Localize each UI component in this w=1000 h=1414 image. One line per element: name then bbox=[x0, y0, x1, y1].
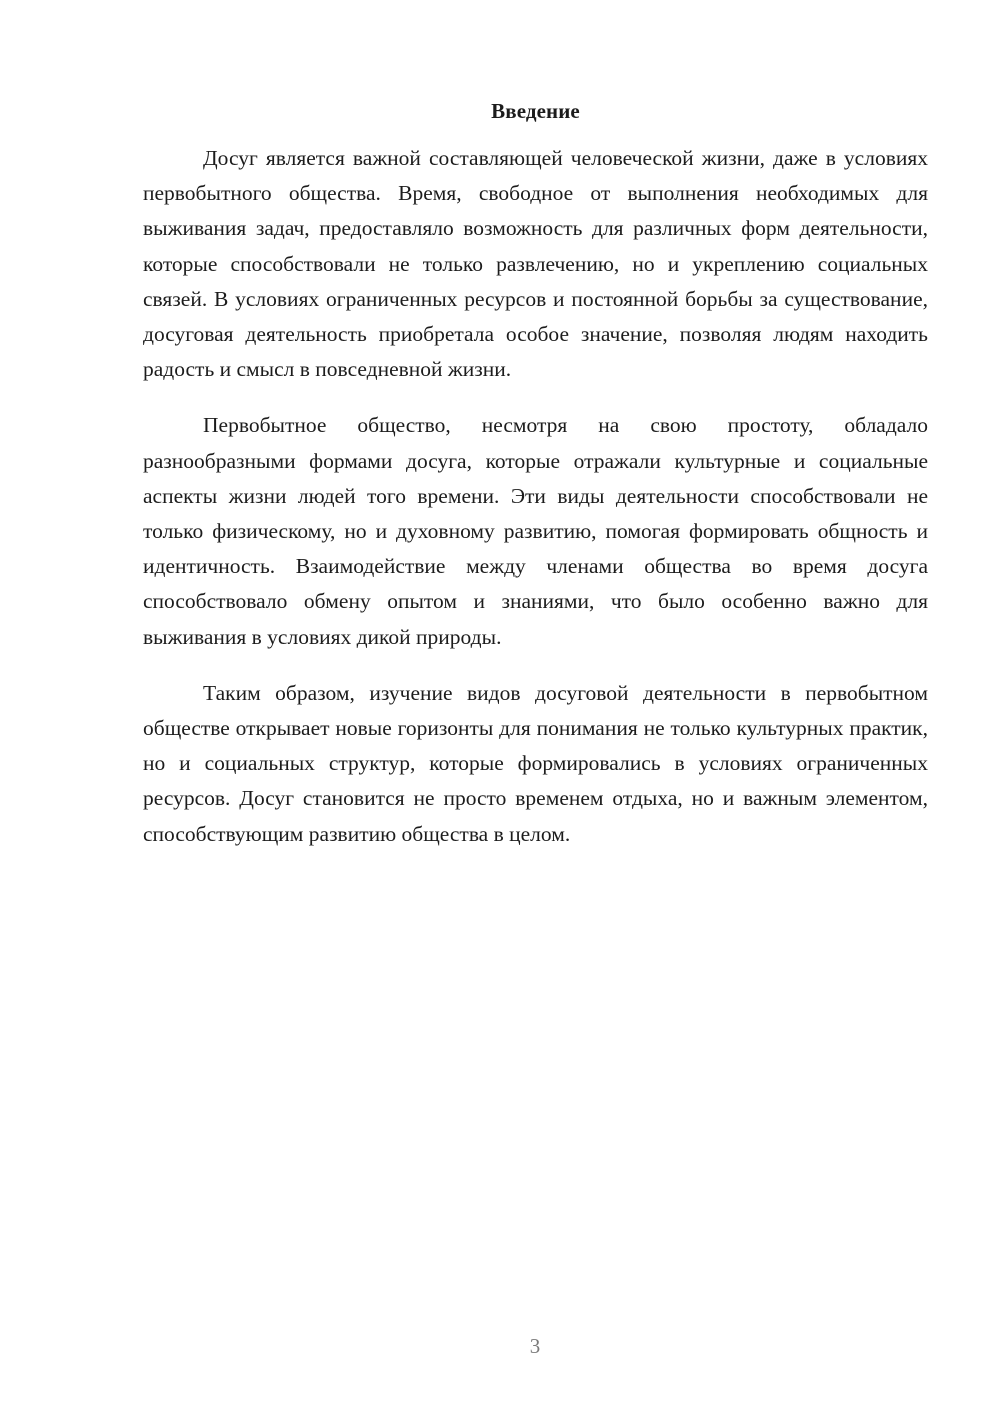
paragraph-1: Досуг является важной составляющей человеческой жизни, даже в условиях первобытного общества. Время, свободное от выполнения необходимых для выживания задач, предоставляло возможность для различных форм деятельности, которые способствовали не только развлечению, но и укреплению социальных связей. В условиях ограниченных ресурсов и постоянной борьбы за существование, досуговая деятельность приобретала особое значение, позволяя людям находить радость и смысл в повседневной жизни. bbox=[143, 146, 928, 382]
paragraph-2: Первобытное общество, несмотря на свою простоту, обладало разнообразными формами досуга, которые отражали культурные и социальные аспекты жизни людей того времени. Эти виды деятельности способствовали не только физическому, но и духовному развитию, помогая формировать общность и идентичность. Взаимодействие между членами общества во время досуга способствовало обмену опытом и знаниями, что было особенно важно для выживания в условиях дикой природы. bbox=[143, 413, 928, 649]
section-heading: Введение bbox=[491, 99, 580, 123]
paragraph-3: Таким образом, изучение видов досуговой деятельности в первобытном обществе открывает новые горизонты для понимания не только культурных практик, но и социальных структур, которые формировались в условиях ограниченных ресурсов. Досуг становится не просто временем отдыха, но и важным элементом, способствующим развитию общества в целом. bbox=[143, 680, 928, 846]
page-content bbox=[143, 96, 928, 873]
page-number: 3 bbox=[529, 1334, 541, 1358]
